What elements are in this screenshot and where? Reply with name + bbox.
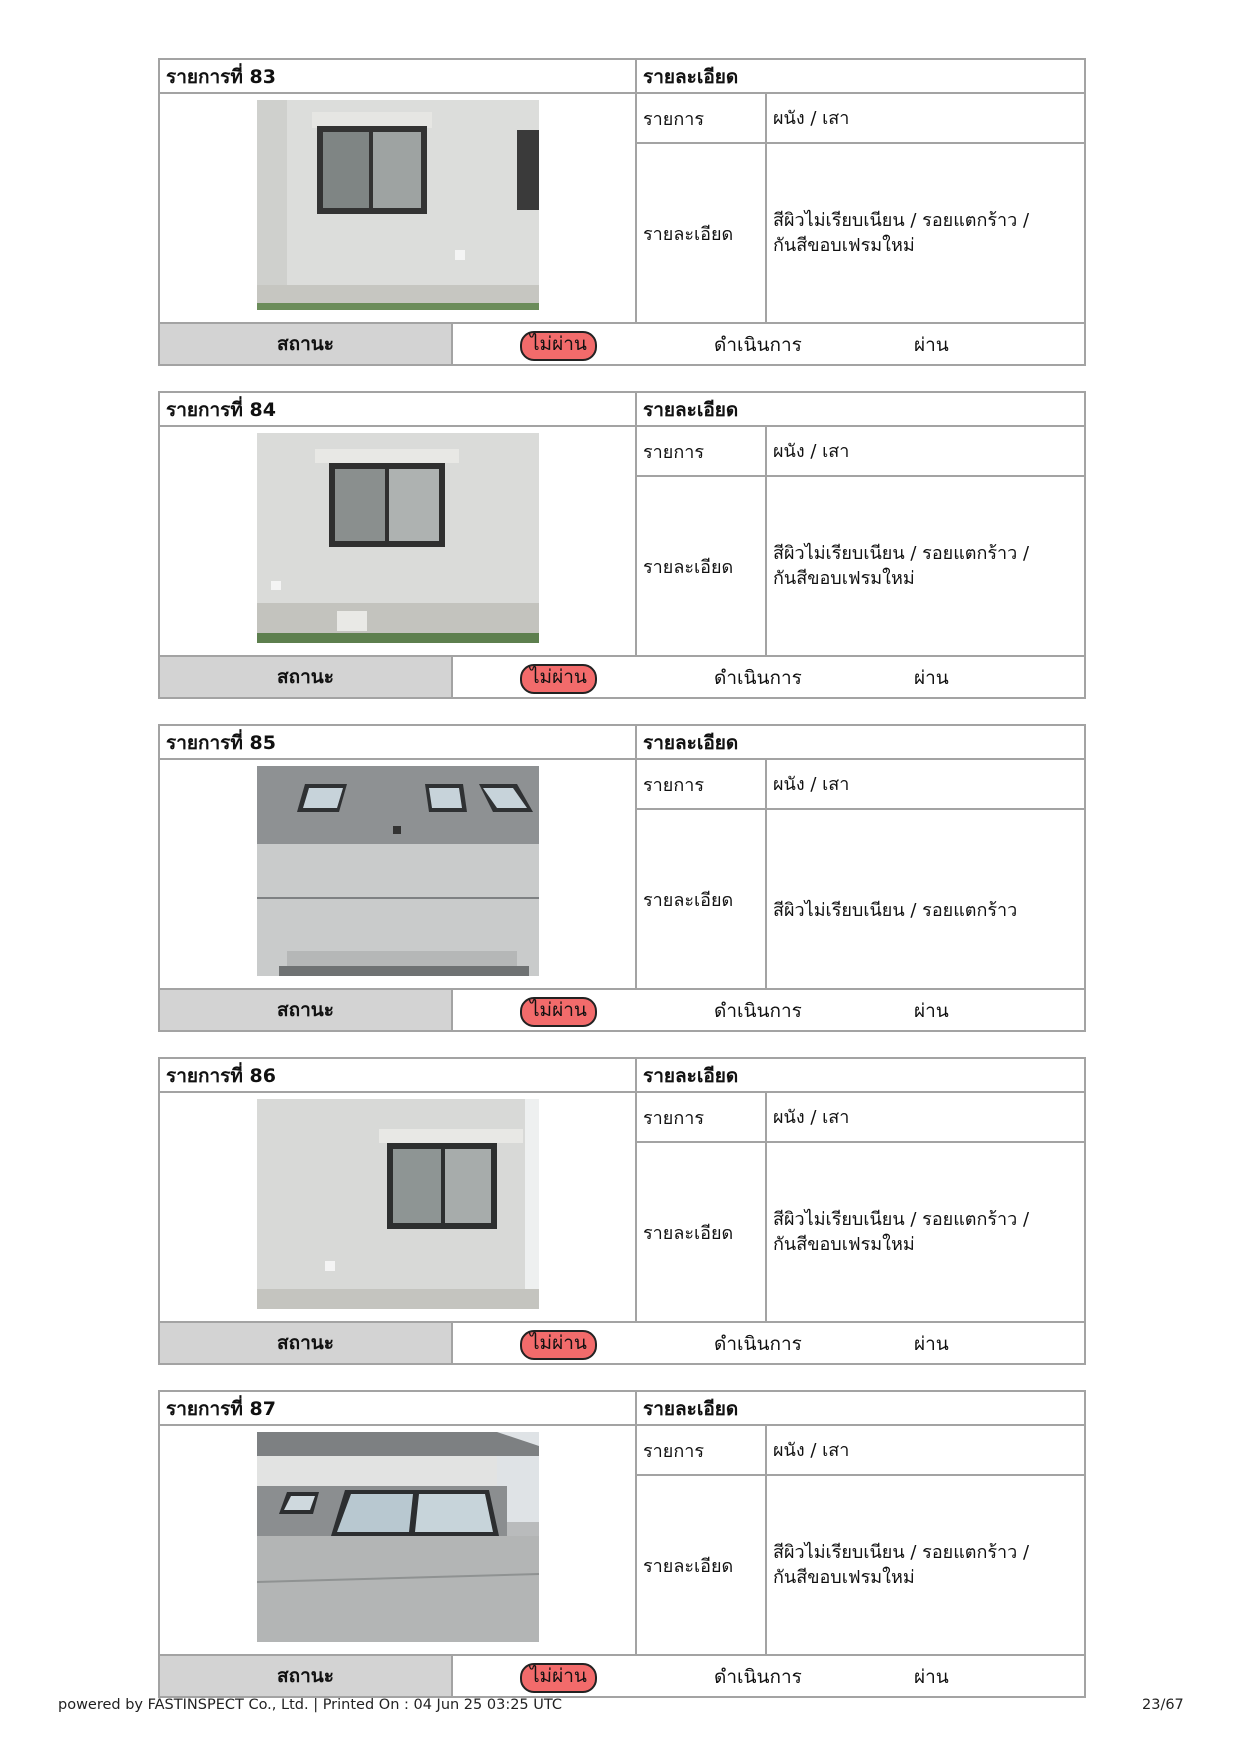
detail-value [767, 1143, 1086, 1321]
footer-credit: powered by FASTINSPECT Co., Ltd. | Printed On : 04 Jun 25 03:25 UTC [58, 1697, 563, 1713]
wall-photo[interactable] [257, 1432, 539, 1642]
item-label: รายการ [637, 760, 767, 808]
status-row [160, 1321, 1086, 1363]
detail-line-1: สีผิวไม่เรียบเนียน / รอยแตกร้าว / [773, 543, 1030, 564]
item-row [637, 427, 1086, 477]
photo-cell [160, 760, 637, 988]
wall-photo[interactable] [257, 433, 539, 643]
item-number: รายการที่ 85 [160, 726, 637, 760]
item-number: รายการที่ 86 [160, 1059, 637, 1093]
status-row [160, 988, 1086, 1030]
status-label: สถานะ [160, 990, 453, 1030]
item-row [637, 760, 1086, 810]
item-value: ผนัง / เสา [773, 1106, 850, 1128]
detail-row [637, 477, 1086, 655]
detail-header: รายละเอียด [637, 393, 1086, 427]
detail-value [767, 1476, 1086, 1654]
item-row [637, 94, 1086, 144]
inspection-card-83 [158, 58, 1086, 366]
detail-line-1: สีผิวไม่เรียบเนียน / รอยแตกร้าว / [773, 210, 1030, 231]
item-number: รายการที่ 87 [160, 1392, 637, 1426]
detail-row [637, 144, 1086, 322]
detail-value [767, 144, 1086, 322]
status-fail-option[interactable]: ไม่ผ่าน [520, 1330, 597, 1360]
item-label: รายการ [637, 1426, 767, 1474]
detail-label: รายละเอียด [637, 810, 767, 988]
status-progress-option[interactable]: ดำเนินการ [714, 1666, 802, 1688]
inspection-card-86 [158, 1057, 1086, 1365]
detail-label: รายละเอียด [637, 1143, 767, 1321]
status-pass-option[interactable]: ผ่าน [914, 1666, 949, 1688]
item-value: ผนัง / เสา [773, 440, 850, 462]
photo-cell [160, 1426, 637, 1654]
inspection-card-84 [158, 391, 1086, 699]
detail-label: รายละเอียด [637, 477, 767, 655]
detail-row [637, 1476, 1086, 1654]
item-value: ผนัง / เสา [773, 107, 850, 129]
photo-cell [160, 1093, 637, 1321]
wall-photo[interactable] [257, 1099, 539, 1309]
status-pass-option[interactable]: ผ่าน [914, 667, 949, 689]
status-fail-option[interactable]: ไม่ผ่าน [520, 664, 597, 694]
item-number: รายการที่ 84 [160, 393, 637, 427]
item-row [637, 1093, 1086, 1143]
detail-header: รายละเอียด [637, 60, 1086, 94]
item-row [637, 1426, 1086, 1476]
status-label: สถานะ [160, 1656, 453, 1696]
detail-header: รายละเอียด [637, 726, 1086, 760]
detail-header: รายละเอียด [637, 1392, 1086, 1426]
item-label: รายการ [637, 1093, 767, 1141]
detail-line-1: สีผิวไม่เรียบเนียน / รอยแตกร้าว / [773, 1542, 1030, 1563]
status-fail-option[interactable]: ไม่ผ่าน [520, 997, 597, 1027]
wall-photo[interactable] [257, 100, 539, 310]
detail-line-2: กันสีขอบเฟรมใหม่ [773, 1567, 915, 1588]
detail-line-2: กันสีขอบเฟรมใหม่ [773, 1234, 915, 1255]
inspection-card-85 [158, 724, 1086, 1032]
status-label: สถานะ [160, 657, 453, 697]
photo-cell [160, 94, 637, 322]
item-value: ผนัง / เสา [773, 773, 850, 795]
detail-row [637, 810, 1086, 988]
status-row [160, 1654, 1086, 1696]
detail-value [767, 477, 1086, 655]
status-label: สถานะ [160, 324, 453, 364]
detail-header: รายละเอียด [637, 1059, 1086, 1093]
item-label: รายการ [637, 427, 767, 475]
status-fail-option[interactable]: ไม่ผ่าน [520, 331, 597, 361]
status-pass-option[interactable]: ผ่าน [914, 1333, 949, 1355]
detail-line-1: สีผิวไม่เรียบเนียน / รอยแตกร้าว / [773, 1209, 1030, 1230]
detail-line-2: กันสีขอบเฟรมใหม่ [773, 568, 915, 589]
page-number: 23/67 [1142, 1697, 1184, 1713]
status-progress-option[interactable]: ดำเนินการ [714, 1333, 802, 1355]
item-value: ผนัง / เสา [773, 1439, 850, 1461]
photo-cell [160, 427, 637, 655]
wall-photo[interactable] [257, 766, 539, 976]
status-row [160, 322, 1086, 364]
status-pass-option[interactable]: ผ่าน [914, 1000, 949, 1022]
detail-value [767, 810, 1086, 988]
item-number: รายการที่ 83 [160, 60, 637, 94]
status-pass-option[interactable]: ผ่าน [914, 334, 949, 356]
detail-row [637, 1143, 1086, 1321]
detail-line-1: สีผิวไม่เรียบเนียน / รอยแตกร้าว [773, 899, 1018, 921]
status-progress-option[interactable]: ดำเนินการ [714, 1000, 802, 1022]
status-label: สถานะ [160, 1323, 453, 1363]
detail-label: รายละเอียด [637, 1476, 767, 1654]
status-progress-option[interactable]: ดำเนินการ [714, 667, 802, 689]
status-fail-option[interactable]: ไม่ผ่าน [520, 1663, 597, 1693]
inspection-card-87 [158, 1390, 1086, 1698]
item-label: รายการ [637, 94, 767, 142]
status-row [160, 655, 1086, 697]
detail-label: รายละเอียด [637, 144, 767, 322]
detail-line-2: กันสีขอบเฟรมใหม่ [773, 235, 915, 256]
status-progress-option[interactable]: ดำเนินการ [714, 334, 802, 356]
